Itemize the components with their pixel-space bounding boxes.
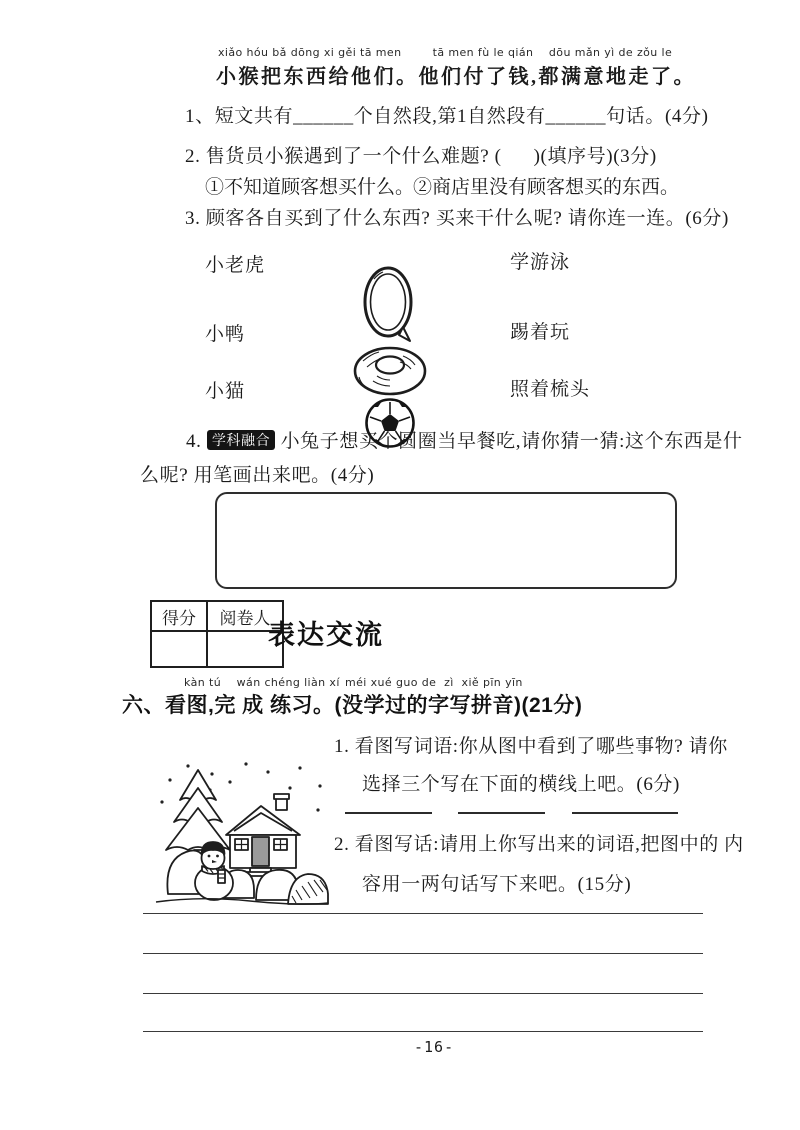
passage-text: 小猴把东西给他们。他们付了钱,都满意地走了。 [216,66,696,88]
writing-line-3 [143,993,703,994]
question-4-line-1 [186,426,743,453]
answer-blank-line-3 [572,812,678,814]
writing-line-4 [143,1031,703,1032]
drawing-answer-box [215,492,677,589]
matching-animal-3: 小猫 [205,381,246,402]
subject-integration-badge: 学科融合 [207,430,275,450]
question-4-line-2: 么呢? 用笔画出来吧。(4分) [140,465,375,486]
answer-blank-line-1 [345,812,432,814]
question-1: 1、短文共有______个自然段,第1自然段有______句话。(4分) [185,106,709,127]
score-table-header-score: 得分 [151,601,207,631]
question-2: 2. 售货员小猴遇到了一个什么难题? ( )(填序号)(3分) [185,146,657,167]
writing-line-1 [143,913,703,914]
page-number: -16- [414,1038,455,1056]
matching-purpose-3: 照着梳头 [510,379,591,400]
score-table-header-grader: 阅卷人 [207,601,283,631]
snowflakes [160,762,321,811]
section6-pinyin-left: kàn tú wán chéng liàn xí [184,676,340,689]
section6-title: 六、看图,完 成 练习。(没学过的字写拼音)(21分) [122,694,583,717]
section6-question-2-line-1: 2. 看图写话:请用上你写出来的词语,把图中的 内 [334,834,744,855]
answer-blank-line-2 [458,812,545,814]
passage-pinyin: xiǎo hóu bǎ dōng xi gěi tā men tā men fù le qián dōu mǎn yì de zǒu le [218,46,673,59]
section6-pinyin-right: méi xué guo de zì xiě pīn yīn [345,676,523,689]
winter-scene-illustration [150,722,332,944]
section6-question-1-line-2: 选择三个写在下面的横线上吧。(6分) [362,774,680,795]
matching-purpose-1: 学游泳 [510,252,571,273]
question-2-option-2: ②商店里没有顾客想买的东西。 [413,177,680,198]
score-table [150,600,284,668]
matching-purpose-2: 踢着玩 [510,322,571,343]
question-4-number: 4. [186,431,202,452]
question-4-text-1: 小兔子想买个圆圈当早餐吃,请你猜一猜:这个东西是什 [280,431,743,452]
section6-question-2-line-2: 容用一两句话写下来吧。(15分) [362,874,632,895]
matching-animal-1: 小老虎 [205,255,266,276]
section-banner-title: 表达交流 [268,620,384,650]
matching-animal-2: 小鸭 [205,324,246,345]
score-table-cell-score [151,631,207,667]
question-3: 3. 顾客各自买到了什么东西? 买来干什么呢? 请你连一连。(6分) [185,208,729,229]
section6-question-1-line-1: 1. 看图写词语:你从图中看到了哪些事物? 请你 [334,736,728,757]
question-2-option-1: ①不知道顾客想买什么。 [205,177,415,198]
writing-line-2 [143,953,703,954]
